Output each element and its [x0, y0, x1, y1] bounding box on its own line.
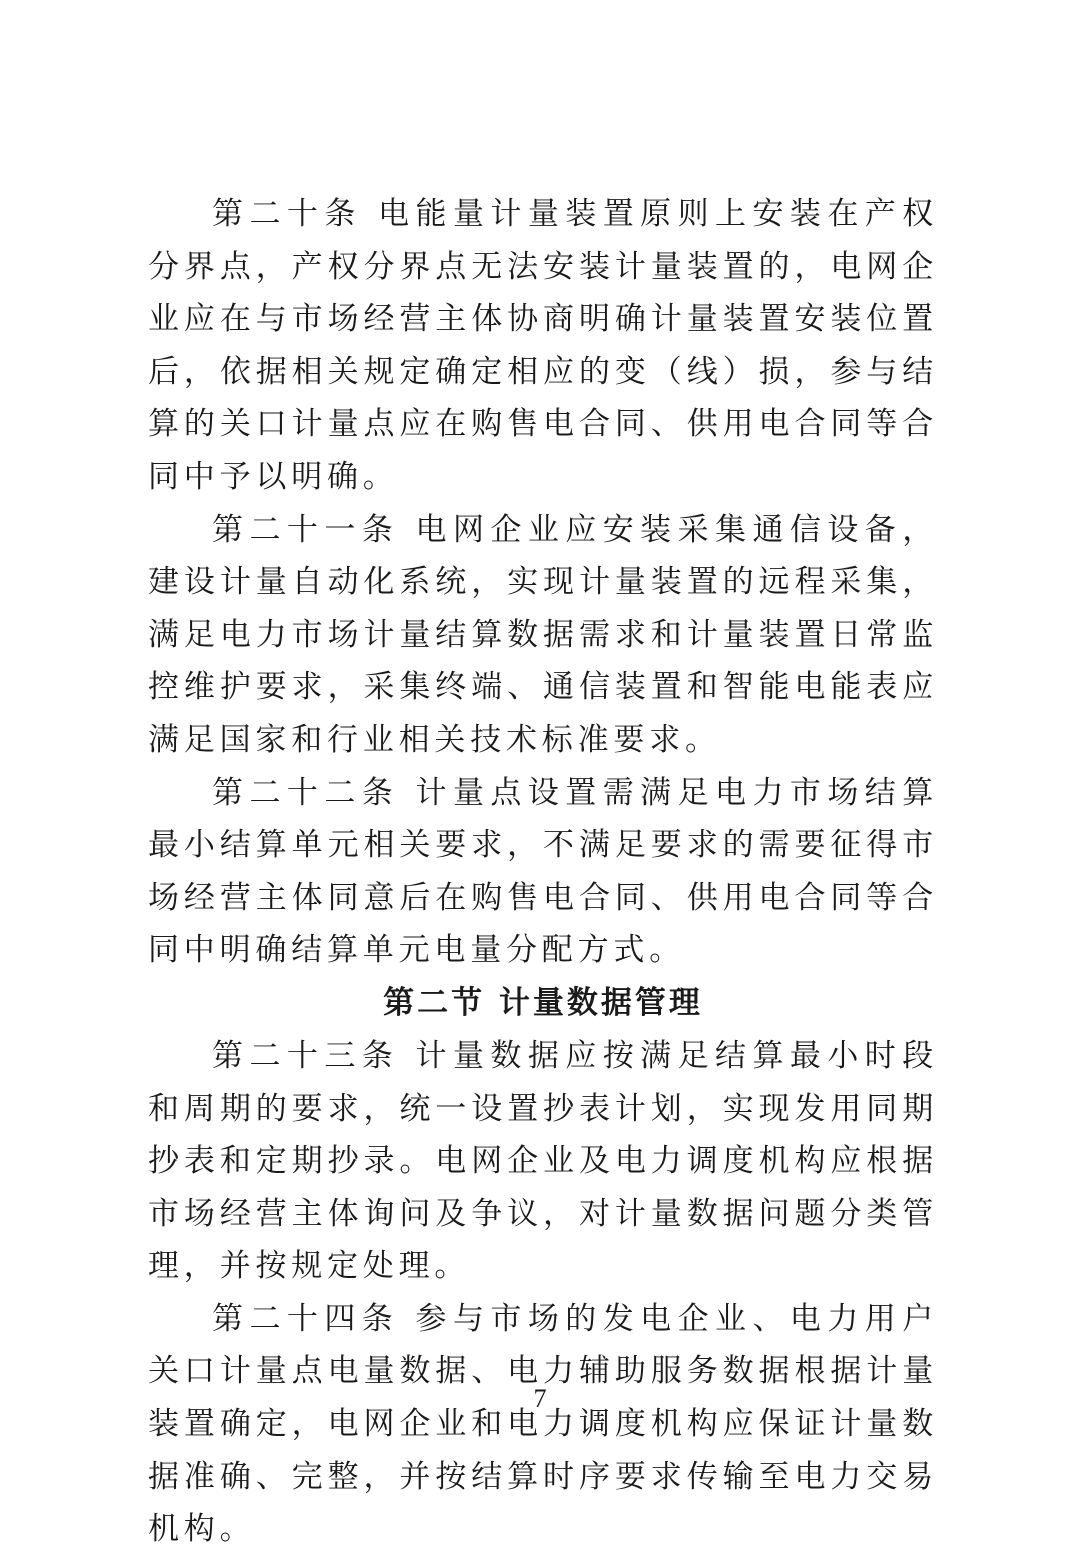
article-24-number: 第二十四条 — [212, 1300, 400, 1337]
article-20-paragraph — [148, 188, 938, 504]
article-20-number: 第二十条 — [212, 196, 362, 232]
article-23-number: 第二十三条 — [212, 1037, 400, 1074]
article-22-paragraph — [148, 767, 938, 977]
article-21-text: 电网企业应安装采集通信设备，建设计量自动化系统，实现计量装置的远程采集，满足电力市场计量结算数据需求和计量装置日常监控维护要求，采集终端、通信装置和智能电能表应满足国家和行业相关技术标准要求。 — [148, 511, 939, 758]
section-heading: 第二节 计量数据管理 — [383, 984, 703, 1021]
article-21-paragraph — [148, 504, 938, 767]
page-number: 7 — [533, 1384, 547, 1413]
article-24-text: 参与市场的发电企业、电力用户关口计量点电量数据、电力辅助服务数据根据计量装置确定，电网企业和电力调度机构应保证计量数据准确、完整，并按结算时序要求传输至电力交易机构。 — [148, 1300, 939, 1548]
article-22-number: 第二十二条 — [212, 774, 400, 811]
article-23-paragraph — [148, 1030, 938, 1293]
document-page — [148, 188, 938, 1556]
article-24-paragraph — [148, 1293, 938, 1556]
article-20-text: 电能量计量装置原则上安装在产权分界点，产权分界点无法安装计量装置的，电网企业应在与市场经营主体协商明确计量装置安装位置后，依据相关规定确定相应的变（线）损，参与结算的关口计量点应在购售电合同、供用电合同等合同中予以明确。 — [148, 196, 939, 495]
article-23-text: 计量数据应按满足结算最小时段和周期的要求，统一设置抄表计划，实现发用同期抄表和定期抄录。电网企业及电力调度机构应根据市场经营主体询问及争议，对计量数据问题分类管理，并按规定处理。 — [148, 1037, 939, 1285]
article-21-number: 第二十一条 — [212, 511, 400, 548]
article-22-text: 计量点设置需满足电力市场结算最小结算单元相关要求，不满足要求的需要征得市场经营主体同意后在购售电合同、供用电合同等合同中明确结算单元电量分配方式。 — [148, 774, 939, 969]
